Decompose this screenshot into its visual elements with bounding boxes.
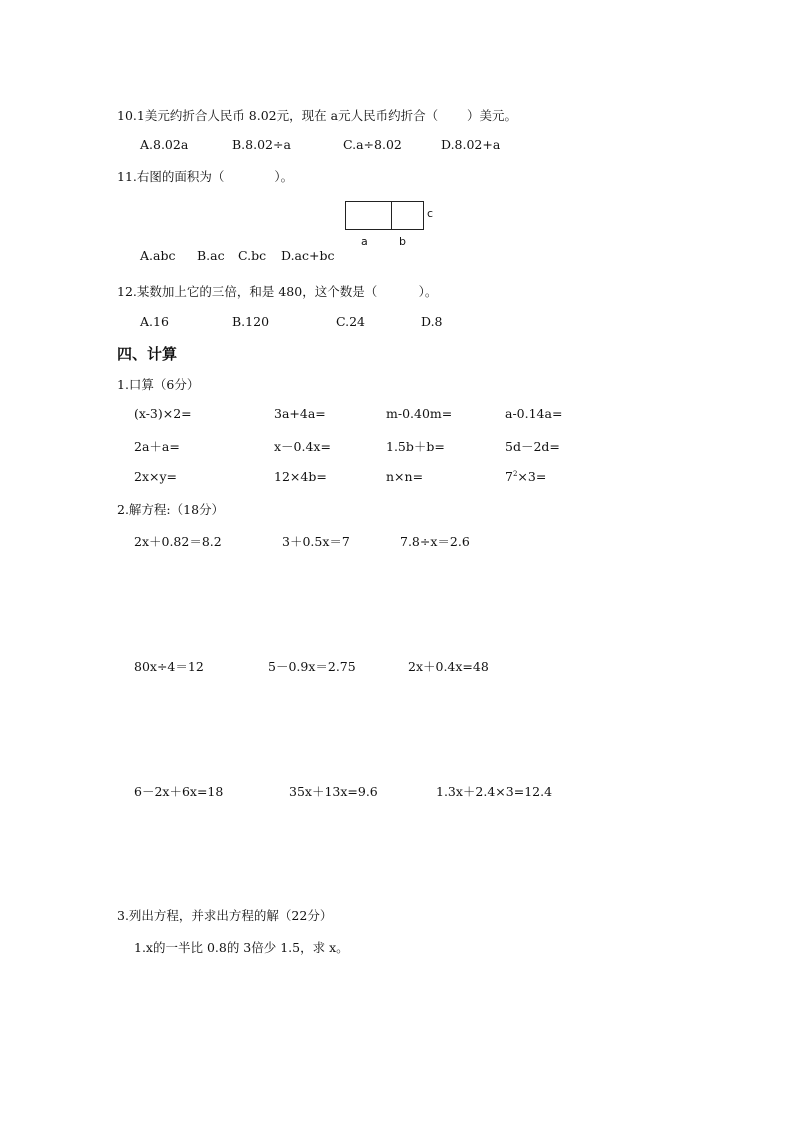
oral-item: 2a＋a= — [134, 439, 180, 454]
q11-option-d: D.ac+bc — [281, 248, 335, 263]
equation: 2x＋0.82＝8.2 — [134, 534, 222, 549]
equation: 1.3x＋2.4×3=12.4 — [436, 784, 553, 799]
q11-option-b: B.ac — [197, 248, 225, 263]
q10-option-c: C.a÷8.02 — [343, 137, 402, 152]
question-11-stem: 11.右图的面积为（ ）。 — [117, 169, 294, 184]
rectangle-outline — [345, 201, 424, 230]
oral-item: a-0.14a= — [505, 406, 563, 421]
equation: 3＋0.5x＝7 — [282, 534, 350, 549]
q12-option-c: C.24 — [336, 314, 365, 329]
equation: 7.8÷x＝2.6 — [400, 534, 470, 549]
question-12-stem: 12.某数加上它的三倍，和是 480，这个数是（ ）。 — [117, 284, 438, 299]
oral-item: 12×4b= — [274, 469, 327, 484]
power-rest: ×3= — [517, 469, 547, 484]
oral-item: 2x×y= — [134, 469, 178, 484]
equation: 80x÷4＝12 — [134, 659, 204, 674]
q11-option-a: A.abc — [140, 248, 176, 263]
question-10-stem: 10.1美元约折合人民币 8.02元，现在 a元人民币约折合（ ）美元。 — [117, 108, 518, 123]
q12-option-b: B.120 — [232, 314, 270, 329]
q12-option-d: D.8 — [421, 314, 443, 329]
oral-item: m-0.40m= — [386, 406, 453, 421]
power-base: 7 — [505, 469, 513, 484]
figure-label-c: c — [427, 207, 434, 220]
oral-item: n×n= — [386, 469, 424, 484]
equation: 6－2x＋6x=18 — [134, 784, 224, 799]
q10-option-d: D.8.02+a — [441, 137, 501, 152]
word-problem-title: 3.列出方程，并求出方程的解（22分） — [117, 908, 333, 923]
word-problem-1: 1.x的一半比 0.8的 3倍少 1.5，求 x。 — [134, 940, 349, 955]
equation: 35x＋13x=9.6 — [289, 784, 378, 799]
oral-calc-title: 1.口算（6分） — [117, 377, 200, 392]
power-exponent: 2 — [512, 469, 518, 478]
q11-option-c: C.bc — [238, 248, 267, 263]
oral-item: x－0.4x= — [274, 439, 331, 454]
oral-item: 5d－2d= — [505, 439, 560, 454]
section-4-heading: 四、计算 — [117, 345, 178, 363]
q10-option-b: B.8.02÷a — [232, 137, 291, 152]
q10-option-a: A.8.02a — [140, 137, 189, 152]
equations-title: 2.解方程:（18分） — [117, 502, 225, 517]
q12-option-a: A.16 — [140, 314, 169, 329]
equation: 2x＋0.4x=48 — [408, 659, 489, 674]
oral-item-power — [505, 469, 546, 484]
oral-item: 3a+4a= — [274, 406, 326, 421]
figure-label-a: a — [361, 235, 368, 248]
figure-label-b: b — [399, 235, 406, 248]
equation: 5－0.9x＝2.75 — [268, 659, 356, 674]
oral-item: 1.5b＋b= — [386, 439, 445, 454]
rectangle-divider — [391, 201, 392, 230]
oral-item: (x-3)×2= — [134, 406, 192, 421]
